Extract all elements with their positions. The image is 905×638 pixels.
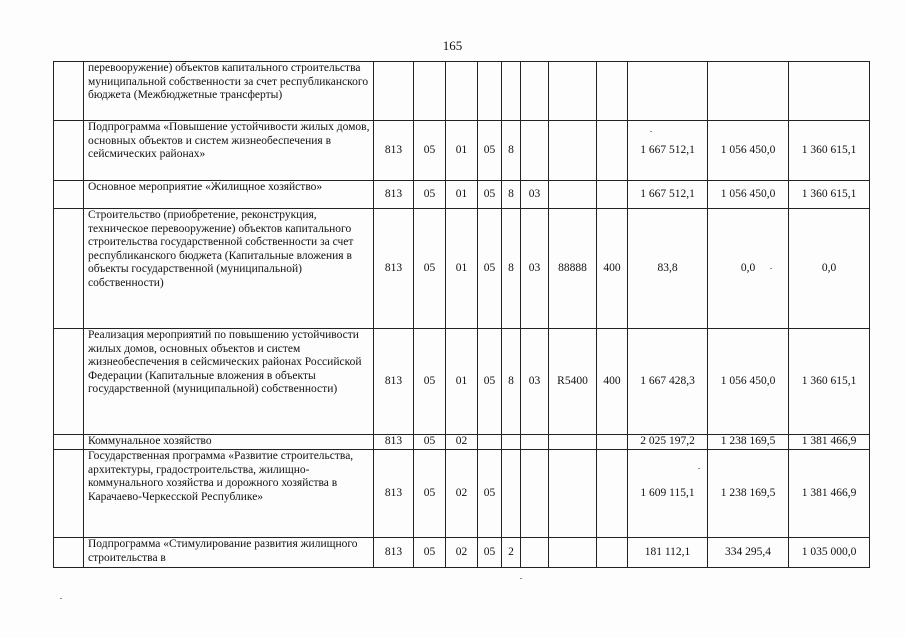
cell-rz: 05 [414, 435, 446, 450]
budget-table [53, 61, 870, 568]
cell-rz: 05 [414, 538, 446, 568]
cell-om [521, 450, 549, 538]
cell-ved: 813 [374, 450, 414, 538]
cell-cs [549, 121, 597, 181]
cell-vr [597, 450, 628, 538]
cell-y3: 1 360 615,1 [789, 121, 870, 181]
cell-y2: 1 238 169,5 [708, 450, 789, 538]
cell-pr: 01 [446, 209, 478, 329]
row-number-cell [54, 62, 84, 121]
cell-cs: 88888 [549, 209, 597, 329]
cell-cs [549, 538, 597, 568]
cell-gp: 05 [478, 121, 502, 181]
cell-vr [597, 538, 628, 568]
cell-rz: 05 [414, 329, 446, 435]
row-name-cell: Подпрограмма «Стимулирование развития жилищного строительства в [84, 538, 374, 568]
cell-y1: 2 025 197,2 [628, 435, 708, 450]
cell-pp: 8 [502, 329, 521, 435]
cell-ved: 813 [374, 181, 414, 209]
row-number-cell [54, 181, 84, 209]
cell-vr [597, 435, 628, 450]
cell-pr: 01 [446, 181, 478, 209]
row-name-cell: Основное мероприятие «Жилищное хозяйство» [84, 181, 374, 209]
cell-vr [597, 181, 628, 209]
cell-cs: R5400 [549, 329, 597, 435]
cell-pp [502, 62, 521, 121]
cell-rz: 05 [414, 181, 446, 209]
cell-y2: 334 295,4 [708, 538, 789, 568]
cell-y2: 1 056 450,0 [708, 329, 789, 435]
cell-gp: 05 [478, 209, 502, 329]
cell-y3: 1 360 615,1 [789, 181, 870, 209]
table-row [54, 329, 870, 435]
row-number-cell [54, 121, 84, 181]
cell-cs [549, 435, 597, 450]
cell-cs [549, 181, 597, 209]
cell-y1: 1 609 115,1 [628, 450, 708, 538]
cell-pr: 02 [446, 538, 478, 568]
row-name-cell: Реализация мероприятий по повышению устойчивости жилых домов, основных объектов и систем жизнеобеспечения в сейсмических районах Российской Федерации (Капитальные вложения в объекты государственной (муниципальной) собственности) [84, 329, 374, 435]
row-name-cell: Подпрограмма «Повышение устойчивости жилых домов, основных объектов и систем жизнеобеспечения в сейсмических районах» [84, 121, 374, 181]
scan-speck [650, 131, 652, 132]
page-number: 165 [442, 38, 463, 53]
cell-gp [478, 435, 502, 450]
cell-y2: 1 056 450,0 [708, 121, 789, 181]
cell-om [521, 538, 549, 568]
row-number-cell [54, 538, 84, 568]
row-name-cell: Коммунальное хозяйство [84, 435, 374, 450]
scan-speck [698, 468, 700, 469]
cell-rz: 05 [414, 450, 446, 538]
cell-vr [597, 62, 628, 121]
cell-y1: 83,8 [628, 209, 708, 329]
scan-speck [770, 268, 772, 269]
table-row [54, 121, 870, 181]
cell-y1: 1 667 512,1 [628, 121, 708, 181]
cell-gp: 05 [478, 450, 502, 538]
cell-pr: 01 [446, 329, 478, 435]
cell-om: 03 [521, 209, 549, 329]
cell-cs [549, 450, 597, 538]
cell-y3 [789, 62, 870, 121]
scan-speck [520, 578, 522, 579]
cell-om: 03 [521, 329, 549, 435]
cell-y3: 0,0 [789, 209, 870, 329]
cell-rz: 05 [414, 121, 446, 181]
cell-pp: 2 [502, 538, 521, 568]
cell-y1: 1 667 428,3 [628, 329, 708, 435]
cell-pr: 01 [446, 121, 478, 181]
cell-gp [478, 62, 502, 121]
cell-rz [414, 62, 446, 121]
cell-om: 03 [521, 181, 549, 209]
cell-pr: 02 [446, 435, 478, 450]
table-row [54, 62, 870, 121]
row-number-cell [54, 329, 84, 435]
table-row [54, 209, 870, 329]
cell-pr: 02 [446, 450, 478, 538]
cell-ved: 813 [374, 121, 414, 181]
row-name-cell: Государственная программа «Развитие строительства, архитектуры, градостроительства, жилищно-коммунального хозяйства и дорожного хозяйства в Карачаево-Черкесской Республике» [84, 450, 374, 538]
cell-pp [502, 435, 521, 450]
table-row [54, 181, 870, 209]
cell-rz: 05 [414, 209, 446, 329]
cell-vr: 400 [597, 209, 628, 329]
cell-vr: 400 [597, 329, 628, 435]
cell-y1 [628, 62, 708, 121]
cell-y3: 1 035 000,0 [789, 538, 870, 568]
scan-speck [60, 598, 62, 599]
table-row [54, 435, 870, 450]
row-number-cell [54, 209, 84, 329]
cell-y3: 1 360 615,1 [789, 329, 870, 435]
cell-om [521, 435, 549, 450]
cell-ved: 813 [374, 329, 414, 435]
row-number-cell [54, 450, 84, 538]
cell-y2: 1 238 169,5 [708, 435, 789, 450]
cell-om [521, 121, 549, 181]
cell-pp [502, 450, 521, 538]
cell-gp: 05 [478, 329, 502, 435]
cell-gp: 05 [478, 538, 502, 568]
cell-y2: 1 056 450,0 [708, 181, 789, 209]
cell-pp: 8 [502, 209, 521, 329]
cell-pr [446, 62, 478, 121]
cell-pp: 8 [502, 181, 521, 209]
cell-ved: 813 [374, 209, 414, 329]
cell-ved: 813 [374, 435, 414, 450]
cell-ved: 813 [374, 538, 414, 568]
cell-cs [549, 62, 597, 121]
cell-gp: 05 [478, 181, 502, 209]
row-number-cell [54, 435, 84, 450]
cell-y3: 1 381 466,9 [789, 450, 870, 538]
cell-ved [374, 62, 414, 121]
cell-y2: 0,0 [708, 209, 789, 329]
cell-y1: 1 667 512,1 [628, 181, 708, 209]
cell-y1: 181 112,1 [628, 538, 708, 568]
table-row [54, 538, 870, 568]
table-row [54, 450, 870, 538]
row-name-cell: Строительство (приобретение, реконструкция, техническое перевооружение) объектов капитального строительства государственной собственности за счет республиканского бюджета (Капитальные вложения в объекты государственной (муниципальной) собственности) [84, 209, 374, 329]
cell-vr [597, 121, 628, 181]
row-name-cell: перевооружение) объектов капитального строительства муниципальной собственности за счет республиканского бюджета (Межбюджетные трансферты) [84, 62, 374, 121]
cell-pp: 8 [502, 121, 521, 181]
cell-y2 [708, 62, 789, 121]
cell-om [521, 62, 549, 121]
cell-y3: 1 381 466,9 [789, 435, 870, 450]
